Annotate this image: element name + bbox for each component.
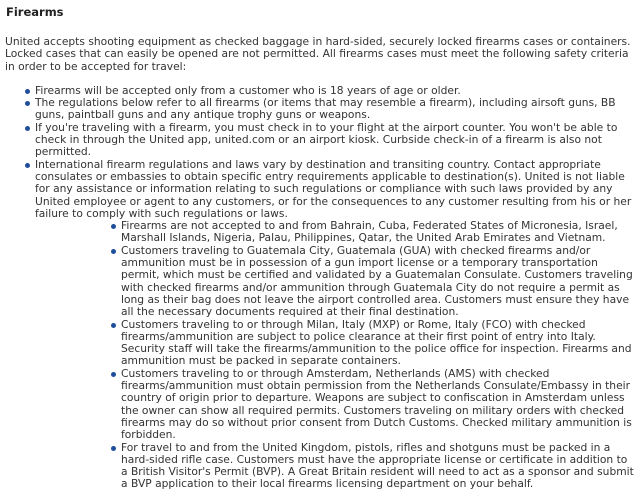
list-item-text: If you're traveling with a firearm, you must check in to your flight at the airport counter. You won't be able to check in through the United app, united.com or an airport kiosk. Curbside check-in of a firearm is also not permitted. <box>35 120 618 159</box>
list-item-text: Firearms will be accepted only from a customer who is 18 years of age or older. <box>35 83 461 97</box>
bullet-icon <box>111 446 116 451</box>
list-item <box>35 245 634 319</box>
bullet-icon <box>25 163 30 168</box>
list-item <box>35 368 634 442</box>
bullet-icon <box>111 224 116 229</box>
bullet-icon <box>111 323 116 328</box>
intro-paragraph: United accepts shooting equipment as checked baggage in hard-sided, securely locked firearms cases or containers. Locked cases that can easily be opened are not permitted. All firearms cases must meet the following safety criteria in order to be accepted for travel: <box>5 35 631 73</box>
safety-criteria-list <box>5 85 634 491</box>
bullet-icon <box>111 372 116 377</box>
international-rules-list <box>35 220 634 491</box>
list-item <box>35 319 634 368</box>
page-title: Firearms <box>6 5 64 19</box>
bullet-icon <box>25 126 30 131</box>
list-item-text: Customers traveling to Guatemala City, Guatemala (GUA) with checked firearms and/or ammunition must be in possession of a gun import license or a temporary transportation permit, which must be certified and validated by a Guatemalan Consulate. Customers traveling with checked firearms and/or ammunition through Guatemala City do not require a permit as long as their bag does not leave the airport controlled area. Customers must ensure they have all the necessary documents required at their final destination. <box>121 243 633 319</box>
list-item-text: Customers traveling to or through Amsterdam, Netherlands (AMS) with checked firearms/ammunition must obtain permission from the Netherlands Consulate/Embassy in their country of origin prior to departure. Weapons are subject to confiscation in Amsterdam unless the owner can show all required permits. Customers traveling on military orders with checked firearms may do so without prior consent from Dutch Customs. Checked military ammunition is forbidden. <box>121 366 632 442</box>
list-item-text: Customers traveling to or through Milan, Italy (MXP) or Rome, Italy (FCO) with checked firearms/ammunition are subject to police clearance at their first point of entry into Italy. Security staff will take the firearms/ammunition to the police office for inspection. Firearms and ammunition must be packed in separate containers. <box>121 317 632 368</box>
bullet-icon <box>25 101 30 106</box>
bullet-icon <box>111 249 116 254</box>
list-item-text: The regulations below refer to all firearms (or items that may resemble a firearm), including airsoft guns, BB guns, paintball guns and any antique trophy guns or weapons. <box>35 96 616 122</box>
list-item <box>5 97 634 122</box>
list-item-text: International firearm regulations and laws vary by destination and transiting country. Contact appropriate consulates or embassies to obtain specific entry requirements applicable to destination(s). United is not liable for any assistance or information relating to such regulations or compliance with such laws provided by any United employee or agent to any customers, or for the consequences to any customer resulting from his or her failure to comply with such regulations or laws. <box>35 157 632 220</box>
list-item <box>5 122 634 159</box>
list-item-text: Firearms are not accepted to and from Bahrain, Cuba, Federated States of Micronesia, Israel, Marshall Islands, Nigeria, Palau, Philippines, Qatar, the United Arab Emirates and Vietnam. <box>121 219 618 245</box>
list-item <box>5 159 634 491</box>
list-item-text: For travel to and from the United Kingdom, pistols, rifles and shotguns must be packed in a hard-sided rifle case. Customers must have the appropriate license or certificate in addition to a British Visitor's Permit (BVP). A Great Britain resident will need to act as a sponsor and submit a BVP application to their local firearms licensing department on your behalf. <box>121 440 634 491</box>
list-item <box>35 220 634 245</box>
list-item <box>35 442 634 491</box>
bullet-icon <box>25 89 30 94</box>
